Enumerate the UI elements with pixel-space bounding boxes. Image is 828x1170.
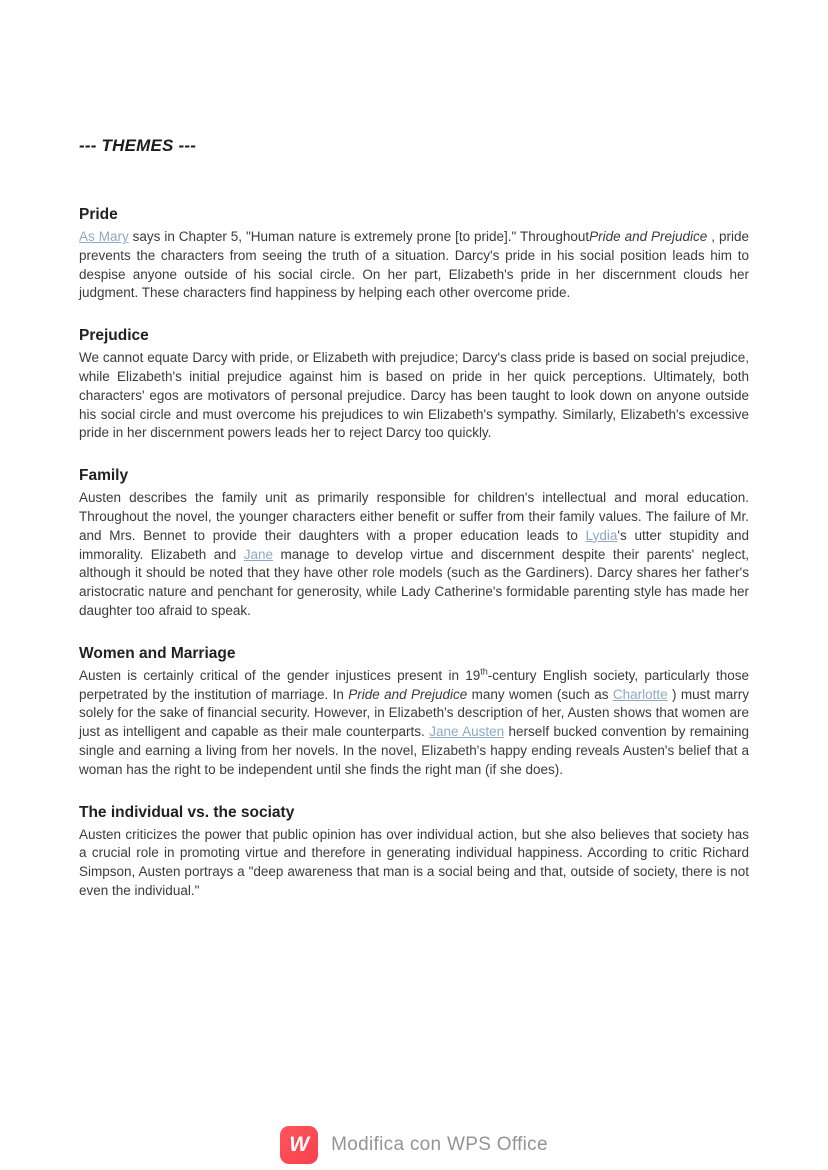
text-run: -century English society, particularly those perpetrated by the institution of marriage. In [79,667,749,702]
text-run: 's utter stupidity and immorality. Elizabeth and [79,527,749,562]
section-women-and-marriage [79,645,749,780]
section-pride [79,206,749,303]
section-individual-vs-society [79,804,749,901]
wps-edit-banner[interactable] [0,1126,828,1164]
section-paragraph-prejudice [79,349,749,443]
text-run: says in Chapter 5, "Human nature is extremely prone [to pride]." Throughout [128,229,590,244]
section-paragraph-individual-vs-society [79,826,749,901]
text-run: , pride prevents the characters from seeing the truth of a situation. Darcy's pride in his social position leads him to despise anyone outside of his social circle. On her part, Elizabeth's pride in her discernment clouds her judgment. These characters find happiness by helping each other overcome pride. [79,229,749,301]
section-heading-pride: Pride [79,206,118,223]
section-paragraph-women-and-marriage [79,667,749,780]
text-run: Pride and Prejudice [348,686,472,702]
section-heading-family: Family [79,467,129,485]
section-prejudice [79,327,749,443]
section-heading-prejudice: Prejudice [79,327,149,345]
section-heading-individual-vs-society: The individual vs. the sociaty [79,803,295,821]
wps-logo-icon [280,1126,318,1164]
wps-banner-label: Modifica con WPS Office [331,1134,548,1155]
inline-link[interactable]: Lydia [585,527,618,543]
section-family [79,467,749,621]
wps-logo-letter: W [289,1133,310,1156]
inline-link[interactable]: As Mary [79,229,129,244]
text-run: Pride and Prejudice [589,229,712,244]
section-paragraph-family [79,489,749,621]
text-run: ) must marry solely for the sake of financial security. However, in Elizabeth's description of her, Austen shows that women are just as intelligent and capable as their male counterparts. [79,686,750,740]
superscript: th [480,666,488,677]
text-run: many women (such as [471,686,613,702]
section-paragraph-pride [79,228,749,303]
document-content [79,136,749,901]
text-run: manage to develop virtue and discernment despite their parents' neglect, although it should be noted that they have other role models (such as the Gardiners). Darcy shares her father's aristocratic nature and penchant for generosity, while Lady Catherine's formidable parenting style has made her daughter too afraid to speak. [79,546,750,618]
text-run: herself bucked convention by remaining single and earning a living from her novels. In the novel, Elizabeth's happy ending reveals Austen's belief that a woman has the right to be independent until she finds the right man (if she does). [79,724,749,777]
inline-link[interactable]: Charlotte [612,686,668,702]
inline-link[interactable]: Jane [243,546,274,562]
document-title: --- THEMES --- [79,136,197,155]
inline-link[interactable]: Jane Austen [429,724,505,740]
text-run: Austen criticizes the power that public opinion has over individual action, but she also believes that society has a crucial role in promoting virtue and therefore in generating individual happiness. According to critic Richard Simpson, Austen portrays a "deep awareness that man is a social being and that, outside of society, there is not even the individual." [79,826,749,898]
section-heading-women-and-marriage: Women and Marriage [79,644,236,662]
text-run: Austen is certainly critical of the gender injustices present in 19 [79,667,481,683]
text-run: Austen describes the family unit as primarily responsible for children's intellectual and moral education. Throughout the novel, the younger characters either benefit or suffer from their family values. The failure of Mr. and Mrs. Bennet to provide their daughters with a proper education leads to [79,490,749,543]
text-run: We cannot equate Darcy with pride, or Elizabeth with prejudice; Darcy's class pride is based on social prejudice, while Elizabeth's initial prejudice against him is based on pride in her quick perceptions. Ultimately, both characters' egos are motivators of personal prejudice. Darcy has been taught to look down on anyone outside his social circle and must overcome his prejudices to win Elizabeth's sympathy. Similarly, Elizabeth's excessive pride in her discernment powers leads her to reject Darcy too quickly. [79,350,749,441]
